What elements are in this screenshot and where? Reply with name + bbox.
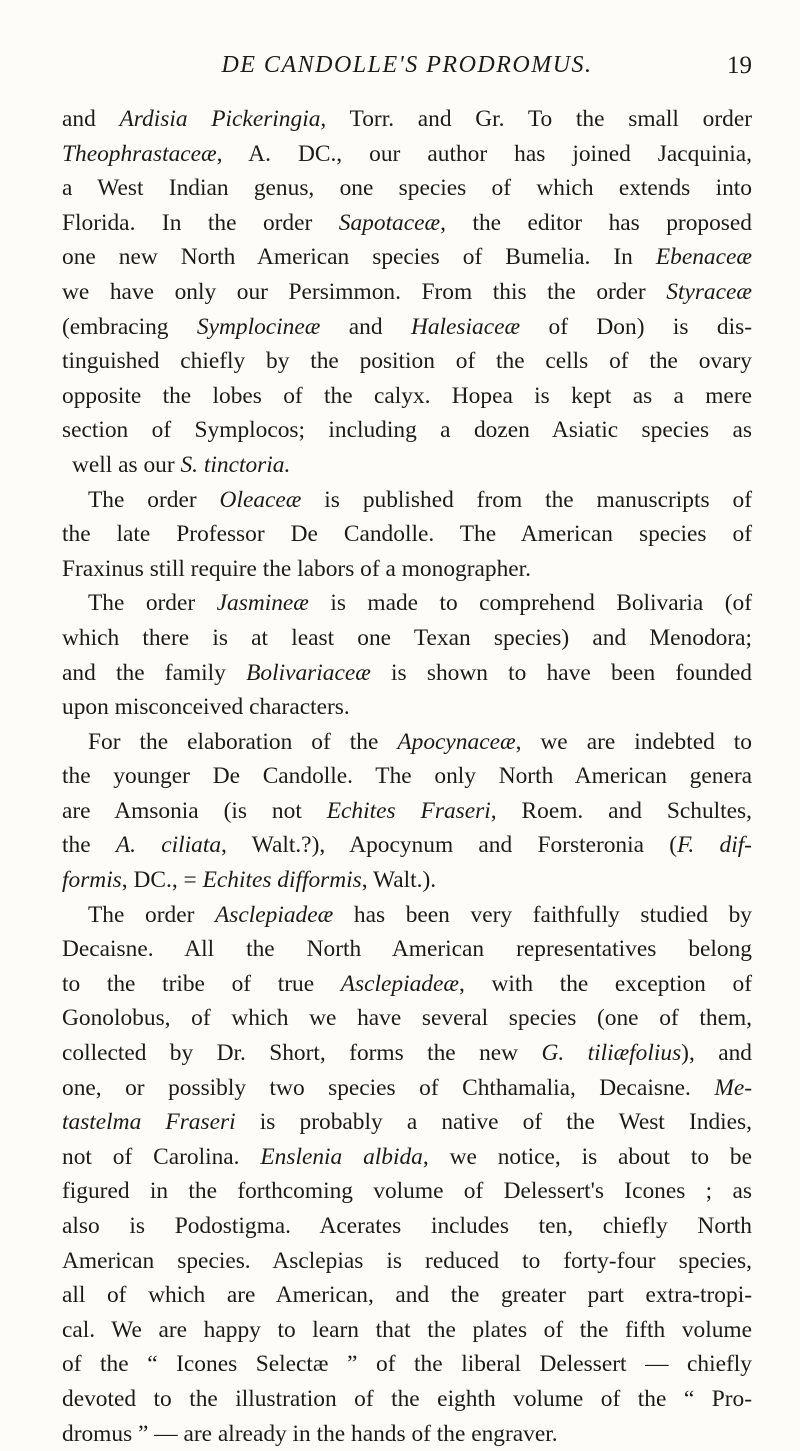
text-run: which there is at least one Texan species) and Menodora; — [62, 624, 752, 651]
text-line — [62, 1382, 752, 1417]
text-line — [62, 1244, 752, 1279]
text-run: Florida. In the order — [62, 209, 339, 236]
italic-run: Apocynaceæ — [397, 728, 516, 755]
text-line — [62, 137, 752, 172]
text-run: one, or possibly two species of Chthamalia, Decaisne. — [62, 1074, 715, 1101]
text-run: opposite the lobes of the calyx. Hopea is kept as a mere — [62, 382, 752, 409]
text-run: is published from the manuscripts of — [301, 486, 752, 513]
text-line — [62, 1417, 752, 1451]
text-run: a West Indian genus, one species of which extends into — [62, 175, 752, 202]
text-run: , the editor has proposed — [440, 209, 752, 236]
text-line — [62, 690, 752, 725]
text-line — [62, 1105, 752, 1140]
italic-run: Sapotaceæ — [338, 209, 441, 236]
italic-run: Asclepiadeæ — [340, 970, 459, 997]
running-head: DE CANDOLLE'S PRODROMUS. — [221, 52, 593, 78]
text-run: not of Carolina. — [62, 1143, 261, 1170]
text-run: , Walt.). — [361, 867, 437, 894]
text-run: , Roem. and Schultes, — [490, 797, 752, 824]
text-run: upon misconceived characters. — [62, 694, 350, 721]
text-run: and — [62, 106, 120, 132]
text-run: American species. Asclepias is reduced to forty-four species, — [62, 1247, 752, 1274]
text-line — [62, 275, 752, 310]
italic-run: Me- — [714, 1074, 752, 1101]
text-run: collected by Dr. Short, forms the new — [62, 1040, 542, 1067]
body-text — [62, 102, 752, 1451]
text-line — [62, 552, 752, 587]
text-line — [62, 413, 752, 448]
text-run: The order — [88, 901, 216, 928]
text-run: is probably a native of the West Indies, — [235, 1109, 752, 1136]
italic-run: Echites Fraseri — [326, 797, 491, 824]
text-run: dromus ” — are already in the hands of the engraver. — [62, 1420, 558, 1447]
page-header — [62, 52, 752, 88]
text-line — [62, 310, 752, 345]
text-line — [62, 517, 752, 552]
text-line — [62, 656, 752, 691]
text-run: the younger De Candolle. The only North American genera — [62, 763, 752, 790]
italic-run: tastelma Fraseri — [62, 1109, 236, 1136]
italic-run: Ebenaceæ — [655, 244, 752, 271]
text-run: , we are indebted to — [515, 728, 752, 755]
text-run: The order — [88, 486, 220, 513]
italic-run: Halesiaceæ — [410, 313, 521, 340]
italic-run: Enslenia albida — [260, 1143, 423, 1170]
text-run: the — [62, 832, 116, 859]
text-run: and — [320, 313, 411, 340]
italic-run: S. tinctoria. — [180, 451, 291, 478]
text-line — [62, 1313, 752, 1348]
text-run: tinguished chiefly by the position of the cells of the ovary — [62, 348, 752, 375]
italic-run: formis — [62, 867, 122, 894]
text-line — [62, 1071, 752, 1106]
text-run: is shown to have been founded — [370, 659, 753, 686]
text-line — [62, 967, 752, 1002]
text-run: Gonolobus, of which we have several species (one of them, — [62, 1005, 752, 1032]
text-run: , DC., = — [121, 867, 203, 894]
text-line — [62, 448, 752, 483]
text-line — [62, 344, 752, 379]
italic-run: Theophrastaceæ — [62, 140, 217, 167]
text-run: Decaisne. All the North American representatives belong — [62, 936, 752, 963]
text-line — [62, 725, 752, 760]
italic-run: Bolivariaceæ — [246, 659, 371, 686]
italic-run: F. dif- — [677, 832, 752, 859]
italic-run: Jasmineæ — [216, 590, 309, 617]
text-run: are Amsonia (is not — [62, 797, 327, 824]
italic-run: G. tiliæfolius — [541, 1040, 682, 1067]
text-run: the late Professor De Candolle. The American species of — [62, 521, 752, 548]
text-line — [62, 759, 752, 794]
text-run: to the tribe of true — [62, 970, 341, 997]
text-run: also is Podostigma. Acerates includes ten, chiefly North — [62, 1213, 752, 1239]
text-line — [62, 863, 752, 898]
text-line — [62, 1001, 752, 1036]
text-line — [62, 1140, 752, 1175]
text-run: we have only our Persimmon. From this the order — [62, 278, 667, 305]
text-run: , with the exception of — [458, 970, 752, 997]
text-line — [62, 898, 752, 933]
text-run: is made to comprehend Bolivaria (of — [308, 590, 752, 617]
text-line — [62, 1347, 752, 1382]
text-line — [62, 483, 752, 518]
text-run: well as our — [72, 451, 181, 478]
text-line — [62, 828, 752, 863]
italic-run: Ardisia Pickeringia — [119, 106, 321, 132]
text-run: of Don) is dis- — [520, 313, 752, 340]
text-run: cal. We are happy to learn that the plates of the fifth volume — [62, 1316, 752, 1343]
text-line — [62, 171, 752, 206]
italic-run: A. ciliata — [115, 832, 222, 859]
italic-run: Styraceæ — [666, 278, 752, 305]
text-run: , we notice, is about to be — [422, 1143, 752, 1170]
text-run: and the family — [62, 659, 247, 686]
text-run: , A. DC., our author has joined Jacquinia, — [216, 140, 752, 167]
text-line — [62, 621, 752, 656]
italic-run: Echites difformis — [202, 867, 362, 894]
text-line — [62, 586, 752, 621]
text-line — [62, 932, 752, 967]
text-line — [62, 206, 752, 241]
text-line — [62, 379, 752, 414]
italic-run: Asclepiadeæ — [215, 901, 334, 928]
text-run: ), and — [681, 1040, 752, 1067]
italic-run: Symplocineæ — [196, 313, 321, 340]
text-run: has been very faithfully studied by — [333, 901, 753, 928]
text-run: , Torr. and Gr. To the small order — [320, 106, 752, 132]
text-line — [62, 1036, 752, 1071]
text-line — [62, 1278, 752, 1313]
italic-run: Oleaceæ — [219, 486, 302, 513]
text-run: Fraxinus still require the labors of a monographer. — [62, 555, 531, 582]
text-run: The order — [88, 590, 217, 617]
text-run: section of Symplocos; including a dozen Asiatic species as — [62, 417, 752, 444]
text-run: (embracing — [62, 313, 197, 340]
text-line — [62, 794, 752, 829]
text-run: For the elaboration of the — [88, 728, 398, 755]
text-line — [62, 240, 752, 275]
text-line — [62, 102, 752, 137]
text-run: devoted to the illustration of the eighth volume of the “ Pro- — [62, 1385, 752, 1412]
text-run: one new North American species of Bumelia. In — [62, 244, 656, 271]
page-number: 19 — [727, 52, 752, 79]
text-run: figured in the forthcoming volume of Delessert's Icones ; as — [62, 1178, 752, 1205]
text-run: all of which are American, and the greater part extra-tropi- — [62, 1282, 752, 1309]
text-line — [62, 1209, 752, 1244]
text-line — [62, 1174, 752, 1209]
text-run: of the “ Icones Selectæ ” of the liberal Delessert — chiefly — [62, 1351, 752, 1378]
text-run: , Walt.?), Apocynum and Forsteronia ( — [221, 832, 678, 859]
